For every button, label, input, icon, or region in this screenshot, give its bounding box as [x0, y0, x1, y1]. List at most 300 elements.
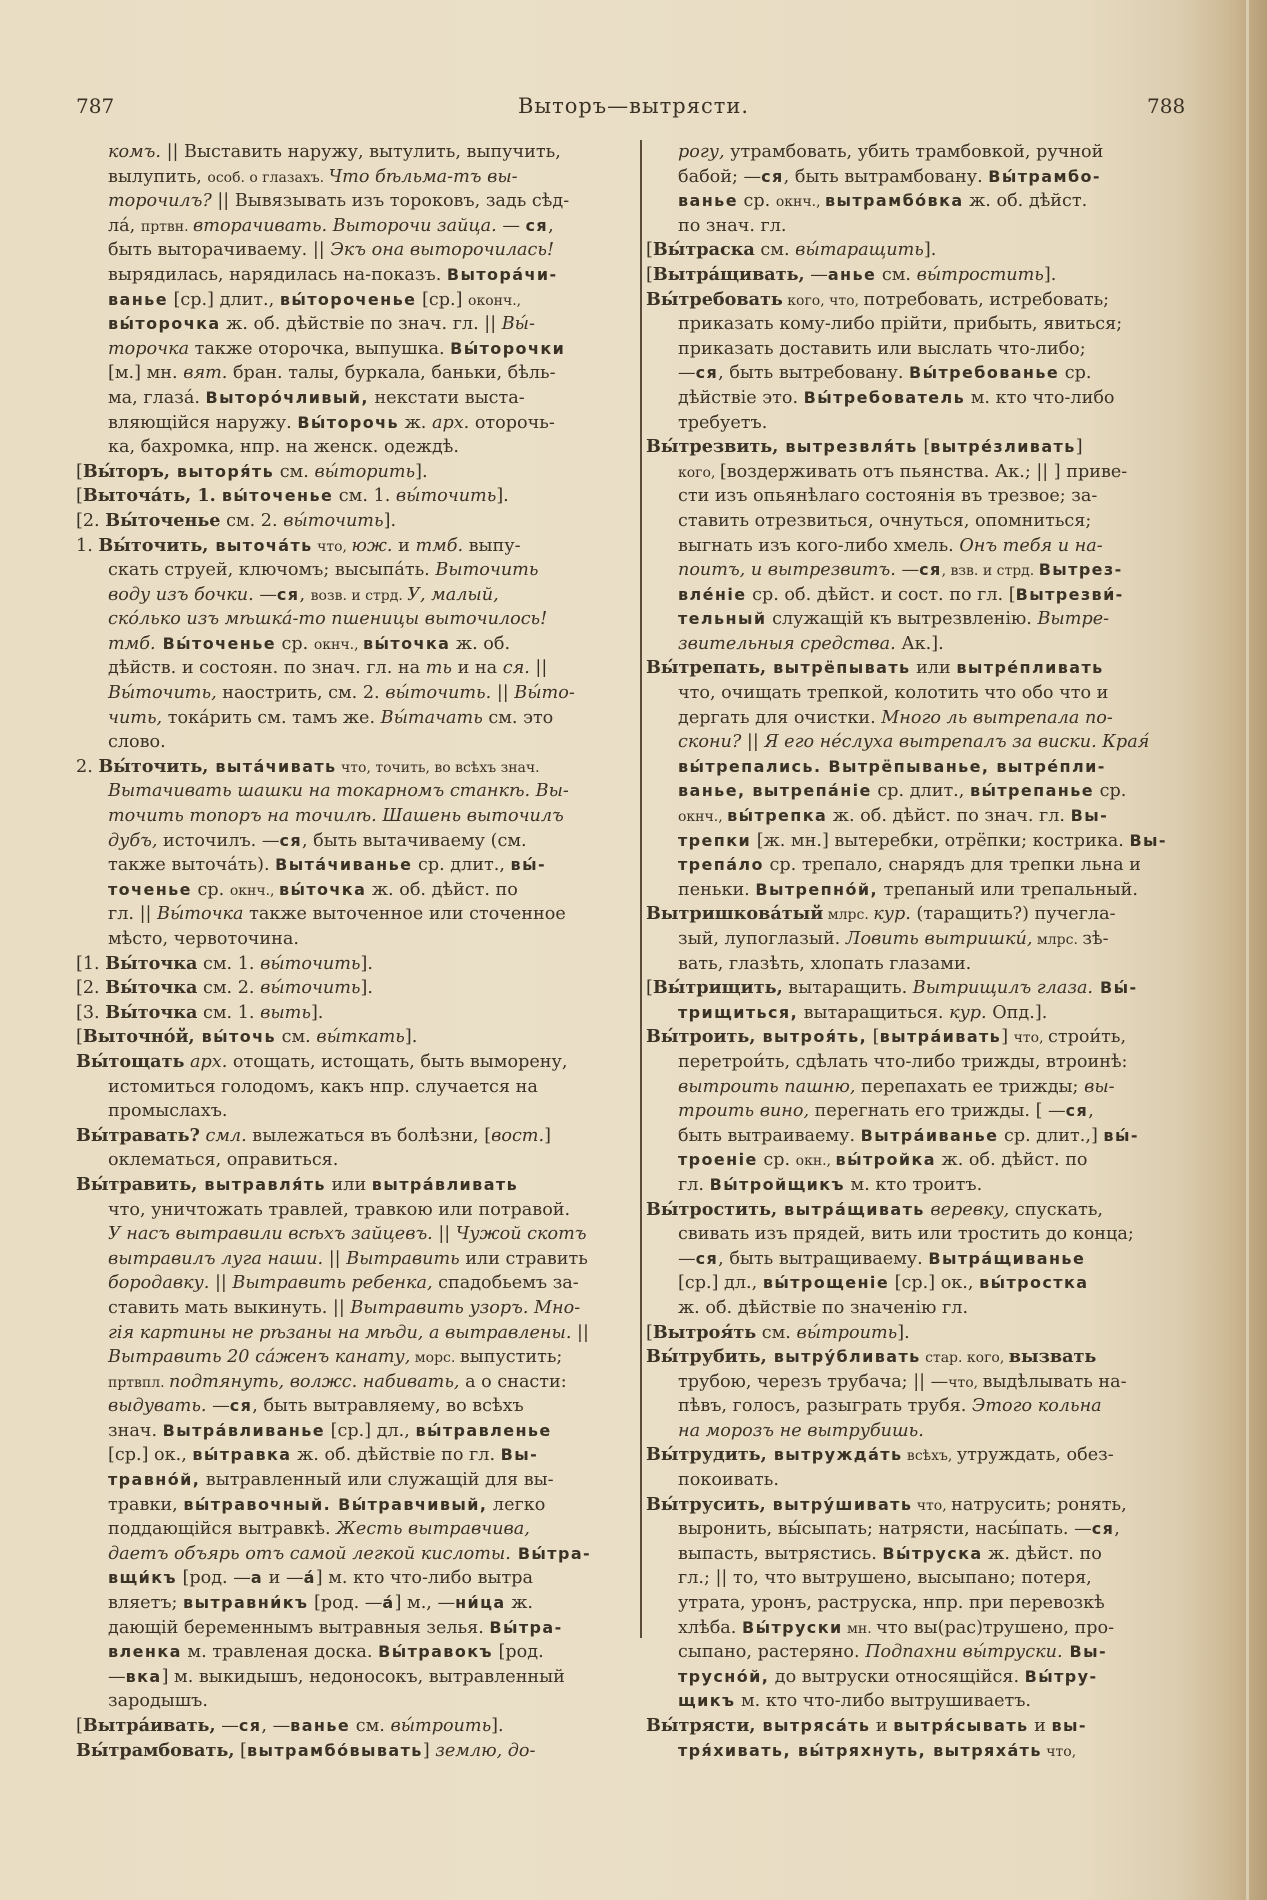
entry-continuation-line [76, 1222, 628, 1247]
headword-run: Вы́требовать [646, 288, 783, 310]
entry-headword-line [76, 1124, 628, 1149]
spaced-bold-run: вка [125, 1666, 162, 1686]
entry-continuation-line [76, 706, 628, 731]
headword-run: 1. [191, 485, 222, 507]
text-run: и на [452, 658, 503, 679]
small-run: особ. о глазахъ. [207, 169, 329, 186]
text-run: см. 1. [197, 1002, 261, 1023]
text-run: выдѣлывать на- [982, 1371, 1127, 1392]
spaced-bold-run: Вы́тру- [1024, 1666, 1098, 1686]
text-run: ж. об. дѣйствіе по значенію гл. [678, 1297, 969, 1318]
text-run: пеньки. [678, 879, 756, 900]
italic-run: вы́тростить [916, 264, 1044, 285]
entry-continuation-line [646, 607, 1202, 632]
entry-continuation-line [646, 1566, 1202, 1591]
spaced-bold-run: вытравля́ть [197, 1174, 326, 1194]
entry-headword-line [646, 1714, 1202, 1739]
entry-continuation-line [646, 1296, 1202, 1321]
entry-continuation-line [76, 632, 628, 657]
text-run: покоивать. [678, 1470, 779, 1491]
text-run: (таращить?) пучегла- [910, 904, 1116, 925]
small-run: окн., [795, 1153, 836, 1170]
entry-continuation-line [646, 730, 1202, 755]
italic-run: Жесть вытравчива, [336, 1519, 530, 1540]
text-run: пѣвъ, голосъ, разыграть трубя. [678, 1396, 972, 1417]
entry-continuation-line [646, 312, 1202, 337]
spaced-bold-run: Вытрезви́- [1015, 584, 1124, 604]
spaced-bold-run: вытравни́къ [183, 1593, 309, 1613]
spaced-bold-run: вы́торочка [108, 314, 221, 334]
entry-continuation-line [646, 706, 1202, 731]
text-run: зѣ- [1082, 929, 1109, 949]
entry-continuation-line [646, 779, 1202, 804]
text-run: — [678, 363, 696, 384]
entry-continuation-line [646, 853, 1202, 878]
text-run: мѣсто, червоточина. [108, 929, 299, 949]
text-run: ]. [923, 240, 937, 261]
entry-continuation-line [646, 927, 1202, 952]
headword-run: Вы́трусить, [646, 1493, 766, 1515]
text-run: см. [274, 461, 315, 482]
text-run: ]. [1043, 264, 1057, 285]
text-run: трубою, черезъ трубача; || — [678, 1371, 949, 1392]
text-run: вылежаться въ болѣзни, [ [246, 1125, 492, 1146]
entry-continuation-line [646, 632, 1202, 657]
spaced-bold-run: трищиться, [678, 1002, 799, 1022]
spaced-bold-run: Вы́требованье [909, 363, 1060, 383]
text-run: ср. [737, 191, 776, 212]
text-run: перепахать ее трижды; [855, 1076, 1085, 1097]
text-run: — [108, 1666, 126, 1687]
small-run: пртвн. [140, 218, 194, 235]
text-run: ж. об. дѣйст. [963, 191, 1088, 212]
spaced-bold-run: ся [238, 1716, 262, 1735]
entry-continuation-line [76, 1689, 628, 1714]
entry-continuation-line [76, 435, 628, 460]
entry-continuation-line [646, 337, 1202, 362]
text-run: [1. [76, 953, 106, 974]
text-run: [ [646, 1322, 653, 1343]
text-run: ср. трепало, снарядъ для трепки льна и [763, 855, 1141, 876]
spaced-bold-run: Вы́торочь [297, 412, 399, 432]
entry-headword-line [76, 1001, 628, 1026]
small-run: возв. и стрд. [310, 587, 408, 604]
headword-run: Вы́трезвить, [646, 436, 779, 458]
text-run: — [678, 1248, 696, 1269]
text-run: см. [276, 1027, 317, 1048]
spaced-bold-run: вытрёпывать [766, 658, 911, 678]
entry-continuation-line [76, 1443, 628, 1468]
text-run: ] м., — [394, 1593, 456, 1614]
small-run: мн. [842, 1620, 877, 1637]
spaced-bold-run: вытру́бливать [766, 1347, 921, 1367]
entry-continuation-line [76, 681, 628, 706]
italic-run: Вы́точка [157, 904, 244, 925]
spaced-bold-run: ванье [108, 289, 168, 309]
entry-continuation-line [646, 1468, 1202, 1493]
italic-run: Подпахни вы́труски. [865, 1642, 1063, 1663]
entry-continuation-line [646, 1689, 1202, 1714]
spaced-bold-run: ся [695, 1248, 719, 1268]
text-run: оторочь- [469, 412, 555, 433]
headword-run: Вы́тростить, [646, 1198, 778, 1220]
text-run: утрата, уронъ, раструска, нпр. при перевозкѣ [678, 1593, 1105, 1614]
text-run: хлѣба. [678, 1617, 742, 1638]
text-run: строи́ть, [1048, 1027, 1127, 1048]
spaced-bold-run: вы́трепались. [678, 756, 822, 776]
small-run: окнч., [229, 882, 279, 899]
entry-continuation-line [76, 1198, 628, 1223]
text-run: || [491, 683, 515, 704]
entry-continuation-line [76, 1542, 628, 1567]
entry-continuation-line [76, 189, 628, 214]
text-run: что вы(рас)трушено, про- [876, 1617, 1115, 1638]
spaced-bold-run: вытроя́ть, [755, 1027, 868, 1047]
spaced-bold-run: вы- [1051, 1716, 1087, 1735]
spaced-bold-run: ванье [290, 1716, 351, 1735]
text-run: ж. об. дѣйст. по [366, 879, 518, 900]
text-run: ] [422, 1740, 436, 1761]
entry-continuation-line [646, 558, 1202, 583]
text-run: быть вытраиваему. [678, 1125, 861, 1146]
spaced-bold-run: Вытрепно́й, [755, 879, 878, 899]
text-run: [ [646, 264, 653, 285]
text-run: вляющійся наружу. [108, 412, 298, 433]
spaced-bold-run: Вы́требователь [803, 387, 966, 407]
spaced-bold-run: вытре́зливать [930, 437, 1076, 457]
text-run: [ср.] [416, 289, 469, 310]
small-run: пртвпл. [108, 1374, 170, 1391]
italic-run: тмб. [108, 633, 156, 654]
text-run: ма, глаза́. [108, 387, 206, 408]
headword-run: Вы́травать? [76, 1124, 200, 1146]
italic-run: Вытравить узоръ. Мно- [350, 1297, 581, 1318]
text-run: выпасть, вытрястись. [678, 1543, 883, 1564]
italic-run: землю, до- [435, 1740, 536, 1761]
spaced-bold-run: выта́чивать [208, 756, 337, 776]
text-run: || Вывязывать изъ тороковъ, задь сѣд- [211, 191, 570, 212]
text-run: м. кто что-либо [965, 387, 1115, 408]
headword-run: Вытроя́ть [652, 1321, 757, 1343]
text-run: , быть вытачиваему (см. [302, 830, 527, 851]
entry-continuation-line [76, 1321, 628, 1346]
spaced-bold-run: вытра́вливать [371, 1174, 519, 1194]
text-run: поддающійся вытравкѣ. [108, 1519, 337, 1540]
italic-run: тмб. [415, 535, 464, 556]
spaced-bold-run: вы́точка [363, 633, 451, 653]
entry-continuation-line [76, 804, 628, 829]
text-run: дѣйств. и состоян. по знач. гл. на [108, 658, 426, 679]
small-run: окнч., [678, 809, 728, 826]
spaced-bold-run: вытра́ивать [879, 1027, 1002, 1047]
text-run: || Выставить наружу, вытулить, выпучить, [161, 142, 561, 162]
spaced-bold-run: Вы́трамбо- [988, 166, 1101, 186]
entry-continuation-line [76, 1370, 628, 1395]
text-run: травки, [108, 1494, 184, 1515]
spaced-bold-run: вы́трепанье [969, 781, 1094, 801]
small-run: млрс. [823, 907, 874, 924]
entry-headword-line [646, 288, 1202, 313]
text-run: тока́рить см. тамъ же. [162, 707, 381, 728]
entry-continuation-line [646, 460, 1202, 485]
italic-run: смл. [199, 1125, 247, 1146]
italic-run: троить вино, [678, 1101, 810, 1122]
text-run: легко [487, 1494, 546, 1515]
entry-continuation-line [646, 1247, 1202, 1272]
text-run: приказать кому-либо прійти, прибыть, явиться; [678, 314, 1123, 335]
entry-continuation-line [646, 1370, 1202, 1395]
headword-run: Вы́трудить, [646, 1444, 767, 1466]
headword-run: Вы́траска [652, 239, 755, 261]
italic-run: ся. [502, 658, 530, 679]
entry-continuation-line [646, 804, 1202, 829]
text-run: ] м. выкидышъ, недоносокъ, вытравленный [161, 1666, 565, 1687]
text-run: [ [646, 240, 653, 261]
spaced-bold-run: щикъ [678, 1691, 736, 1711]
italic-run: Вы́то- [514, 683, 575, 704]
entry-continuation-line [646, 1665, 1202, 1690]
headword-run: Вы́точка [105, 1001, 198, 1023]
text-run: сти изъ опьянѣлаго состоянія въ трезвое; за- [678, 486, 1098, 507]
text-run: Опд.]. [986, 1002, 1048, 1023]
spaced-bold-run: ся [919, 560, 942, 580]
entry-headword-line [646, 435, 1202, 460]
entry-continuation-line [646, 1542, 1202, 1567]
entry-continuation-line [76, 1640, 628, 1665]
spaced-bold-run: Вы́тра- [489, 1617, 563, 1637]
entry-continuation-line [76, 583, 628, 608]
italic-run: скони? [678, 732, 742, 753]
page-number-right: 788 [1147, 94, 1186, 118]
spaced-bold-run: Вы- [1129, 830, 1167, 850]
text-run: ставить мать выкинуть. || [108, 1297, 351, 1318]
entry-continuation-line [646, 952, 1202, 977]
entry-headword-line [76, 509, 628, 534]
entry-headword-line [76, 1739, 628, 1764]
spaced-bold-run: вы́точка [278, 879, 367, 899]
text-run: [ср.] длит., [167, 289, 280, 310]
spaced-bold-run: вы́травочный. [183, 1494, 332, 1514]
italic-run: Вытрищилъ глаза. [912, 978, 1094, 999]
entry-continuation-line [76, 829, 628, 854]
text-run: натрусить; ронять, [951, 1494, 1127, 1515]
spaced-bold-run: выторя́ть [169, 461, 275, 481]
text-run: перегнать его трижды. [ — [809, 1101, 1066, 1122]
spaced-bold-run: анье [827, 264, 877, 284]
small-run: морс. [410, 1350, 460, 1367]
spaced-bold-run: вы́трепка [727, 806, 828, 826]
text-run: см. 1. [197, 953, 261, 974]
headword-run: Вытра́щивать, [652, 263, 805, 285]
italic-run: воду изъ бочки. [108, 584, 254, 605]
text-run: вырядилась, нарядилась на-показъ. [108, 264, 447, 285]
text-run: вылупить, [108, 166, 208, 187]
italic-run: веревку, [924, 1199, 1010, 1220]
italic-run: дубъ, [108, 830, 158, 851]
left-column [76, 140, 628, 1763]
text-run: м. кто троитъ. [844, 1174, 983, 1195]
spaced-bold-run: вы́- [510, 855, 546, 875]
entry-continuation-line [646, 1173, 1202, 1198]
text-run: ]. [404, 1027, 418, 1048]
italic-run: Вытравить ребенка, [232, 1273, 433, 1294]
entry-headword-line [76, 755, 628, 780]
spaced-bold-run: Вы- [1070, 806, 1109, 826]
text-run: [2. [76, 510, 106, 531]
entry-continuation-line [76, 1517, 628, 1542]
text-run: [ [76, 1027, 83, 1048]
spaced-bold-run: Вы- [1062, 1642, 1108, 1662]
text-run: гл. || [108, 904, 158, 925]
italic-run: вы́троить [796, 1322, 898, 1343]
text-run: Ак.]. [895, 633, 944, 654]
spaced-bold-run: вытрамбо́вывать [246, 1740, 423, 1760]
spaced-bold-run: Вы́тра- [510, 1543, 592, 1563]
spaced-bold-run: Вытра́иванье [860, 1125, 999, 1145]
text-run: , [1114, 1519, 1120, 1540]
italic-run: вят. [183, 363, 228, 384]
entry-headword-line [646, 1493, 1202, 1518]
headword-run: Вы́травить, [76, 1173, 198, 1195]
small-run: , взв. и стрд. [941, 563, 1039, 580]
text-run: ]. [383, 510, 397, 531]
text-run: утруждать, обез- [956, 1445, 1114, 1466]
text-run: см. [756, 1322, 797, 1343]
entry-headword-line [646, 902, 1202, 927]
spaced-bold-run: вы́тростка [979, 1273, 1089, 1293]
headword-run: Выточно́й, [82, 1026, 195, 1048]
spaced-bold-run: ванье [678, 191, 738, 211]
spaced-bold-run: вленка [108, 1642, 182, 1662]
text-run: ср. [275, 633, 314, 654]
text-run: [ср.] ок., [889, 1273, 980, 1294]
spaced-bold-run: ся [1091, 1519, 1115, 1539]
entry-continuation-line [76, 386, 628, 411]
spaced-bold-run: ся [229, 1396, 253, 1416]
text-run: [ср.] дл., [325, 1420, 416, 1441]
spaced-bold-run: ся [276, 584, 300, 604]
entry-headword-line [76, 1050, 628, 1075]
headword-run: Вы́трепать, [646, 657, 767, 679]
text-run: [род. [492, 1642, 544, 1663]
italic-run: Много ль вытрепала по- [881, 707, 1113, 728]
entry-headword-line [646, 656, 1202, 681]
spaced-bold-run: вытра́щивать [777, 1199, 925, 1219]
text-run: вляетъ; [108, 1593, 184, 1614]
italic-run: чить, [108, 707, 163, 728]
text-run: — [215, 1716, 239, 1736]
page-number-left: 787 [76, 94, 115, 118]
text-run: ] м. кто что-либо вытра [315, 1568, 533, 1589]
small-run: млрс. [1032, 932, 1083, 948]
text-run: ср. [1094, 781, 1127, 802]
text-run: , быть вытравляему, во всѣхъ [252, 1396, 524, 1417]
text-run: ср. длит., [871, 781, 970, 802]
text-run: до вытруски относящійся. [769, 1666, 1025, 1687]
entry-continuation-line [646, 1591, 1202, 1616]
spaced-bold-run: вщи́къ [108, 1568, 177, 1588]
entry-continuation-line [76, 288, 628, 313]
text-run: зый, лупоглазый. [678, 929, 846, 949]
text-run: также выточа́ть). [108, 855, 276, 876]
text-run: или стравить [459, 1248, 588, 1269]
text-run: дѣйствіе это. [678, 387, 804, 408]
entry-continuation-line [76, 878, 628, 903]
italic-run: ско́лько изъ мѣшка́-то пшеницы выточилось! [108, 609, 548, 630]
headword-run: Вы́точенье [105, 509, 221, 531]
text-run: гл. [678, 1174, 710, 1195]
text-run: вытаращиться. [798, 1002, 950, 1023]
text-run: также выточенное или сточенное [243, 904, 566, 925]
entry-continuation-line [76, 1296, 628, 1321]
text-run: источилъ. — [157, 830, 280, 851]
text-run: вытаращить. [782, 978, 913, 999]
text-run: , быть вытращиваему. [718, 1248, 929, 1269]
italic-run: Вы́- [501, 314, 535, 335]
spaced-bold-run: выточа́ть [208, 535, 313, 555]
spaced-bold-run: Вы́- [1093, 978, 1138, 998]
entry-continuation-line [76, 1247, 628, 1272]
entry-headword-line [76, 976, 628, 1001]
italic-run: бородавку. [108, 1273, 210, 1294]
entry-continuation-line [646, 1148, 1202, 1173]
text-run: , [299, 584, 311, 605]
headword-run: Вы́торъ, [82, 460, 170, 482]
text-run: [ж. мн.] вытеребки, отрёпки; кострика. [751, 830, 1130, 851]
text-run: служащій къ вытрезвленію. [766, 609, 1038, 630]
text-run: ] [1001, 1027, 1014, 1048]
text-run: вытравленный или служащій для вы- [200, 1470, 554, 1491]
text-run: 1. [76, 535, 99, 556]
spaced-bold-run: вы́трощеніе [762, 1273, 890, 1293]
entry-headword-line [646, 263, 1202, 288]
text-run: ср. длит., [412, 855, 511, 876]
text-run: [ [76, 1716, 83, 1736]
text-run: м. травленая доска. [181, 1642, 379, 1663]
text-run: ка, бахромка, нпр. на женск. одеждѣ. [108, 437, 460, 458]
text-run: [ср.] ок., [108, 1445, 193, 1466]
running-title: Выторъ—вытрясти. [517, 94, 750, 118]
text-run: дающій беременнымъ вытравныя зелья. [108, 1617, 490, 1638]
small-run: оконч., [468, 292, 522, 309]
italic-run: выть [260, 1002, 311, 1023]
italic-run: ть [425, 658, 452, 679]
entry-headword-line [646, 1345, 1202, 1370]
text-run: некстати выста- [368, 387, 525, 408]
entry-headword-line [646, 238, 1202, 263]
italic-run: вы- [1084, 1076, 1115, 1097]
text-run: || [571, 1322, 589, 1343]
italic-run: Вытачивать шашки на токарномъ станкѣ. Вы- [108, 781, 569, 802]
spaced-bold-run: ся [279, 830, 302, 850]
text-run: [м.] мн. [108, 363, 184, 384]
entry-continuation-line [76, 656, 628, 681]
small-run: что, точить, во всѣхъ знач. [336, 759, 540, 776]
spaced-bold-run: вытружда́ть [766, 1445, 903, 1465]
entry-continuation-line [646, 361, 1202, 386]
italic-run: Вы́точить, [108, 683, 217, 704]
text-run: ж. об. дѣйст. по [935, 1150, 1088, 1171]
italic-run: вытроить пашню, [678, 1076, 856, 1097]
italic-run: Онъ тебя и на- [959, 535, 1103, 556]
text-run: спускать, [1009, 1199, 1104, 1220]
text-run: отощать, истощать, быть выморену, [227, 1051, 568, 1072]
spaced-bold-run: ни́ца [455, 1593, 506, 1613]
italic-run: кур. [873, 904, 911, 925]
italic-run: кур. [949, 1002, 987, 1023]
text-run: перетрои́ть, сдѣлать что-либо трижды, втроинѣ: [678, 1051, 1128, 1072]
spaced-bold-run: Вы́труски [741, 1617, 843, 1637]
